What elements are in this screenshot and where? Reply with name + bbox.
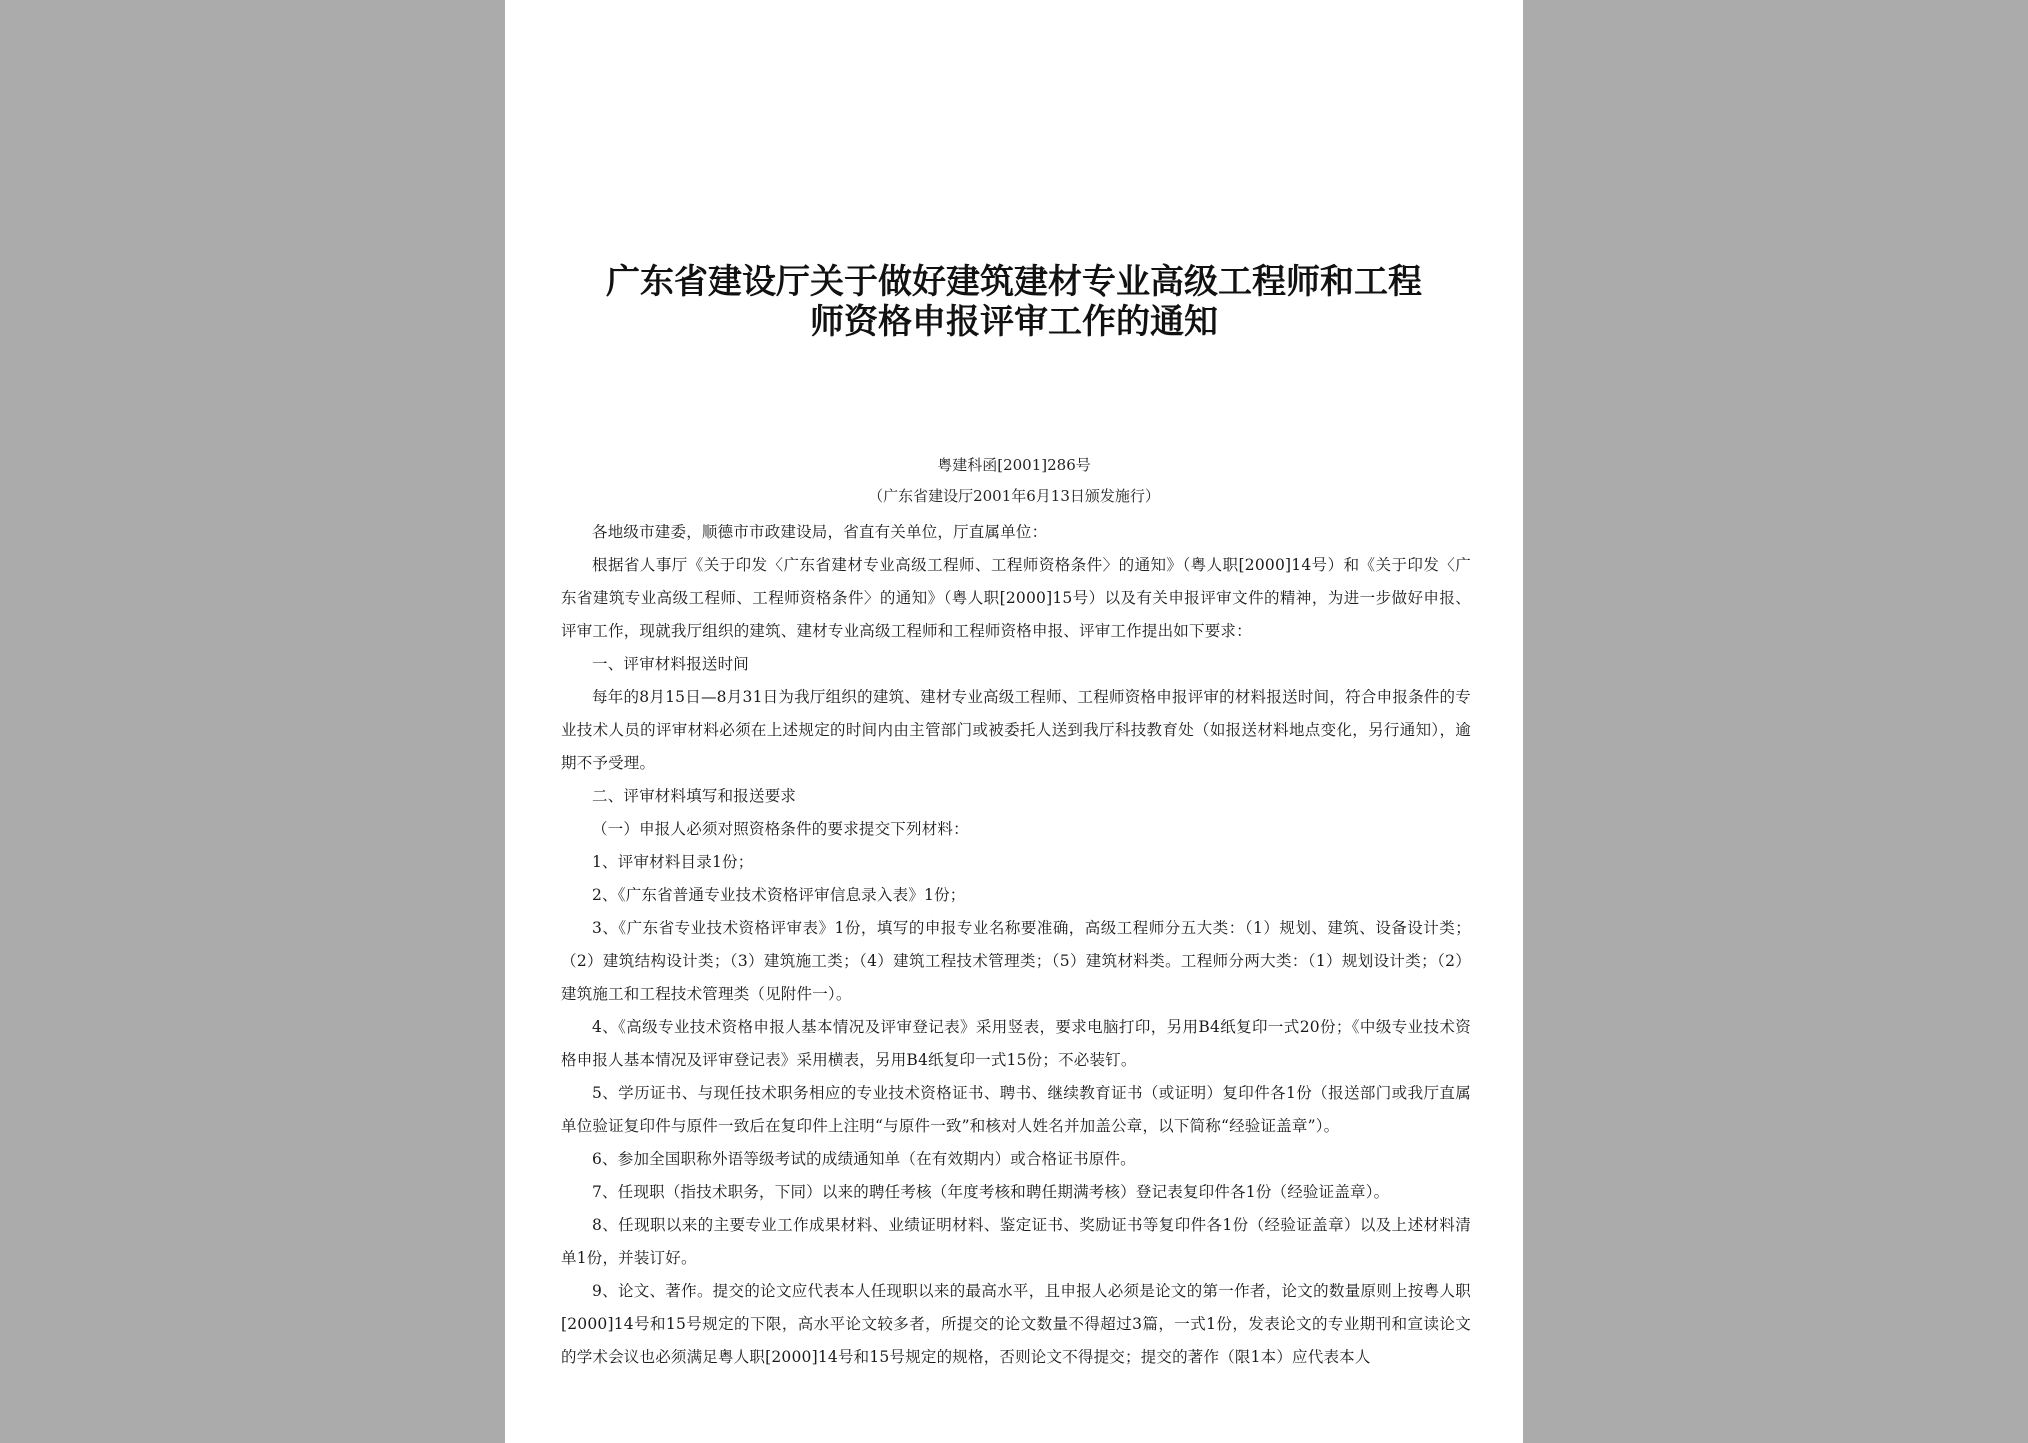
list-item: 4、《高级专业技术资格申报人基本情况及评审登记表》采用竖表，要求电脑打印，另用B4纸复印一式20份；《中级专业技术资格申报人基本情况及评审登记表》采用横表，另用B4纸复印一式15份；不必装钉。	[561, 1018, 1471, 1069]
list-item: 2、《广东省普通专业技术资格评审信息录入表》1份；	[592, 886, 966, 904]
paragraph: 根据省人事厅《关于印发〈广东省建材专业高级工程师、工程师资格条件〉的通知》（粤人职[2000]14号）和《关于印发〈广东省建筑专业高级工程师、工程师资格条件〉的通知》（粤人职[2000]15号）以及有关申报评审文件的精神，为进一步做好申报、评审工作，现就我厅组织的建筑、建材专业高级工程师和工程师资格申报、评审工作提出如下要求：	[561, 556, 1471, 640]
list-item: 5、学历证书、与现任技术职务相应的专业技术资格证书、聘书、继续教育证书（或证明）复印件各1份（报送部门或我厅直属单位验证复印件与原件一致后在复印件上注明“与原件一致”和核对人姓名并加盖公章，以下简称“经验证盖章”）。	[561, 1084, 1471, 1135]
list-item: 3、《广东省专业技术资格评审表》1份，填写的申报专业名称要准确，高级工程师分五大类：（1）规划、建筑、设备设计类；（2）建筑结构设计类；（3）建筑施工类；（4）建筑工程技术管理类；（5）建筑材料类。工程师分两大类：（1）规划设计类；（2）建筑施工和工程技术管理类（见附件一）。	[561, 919, 1471, 1003]
document-number: 粤建科函[2001]286号	[937, 456, 1091, 474]
document-body	[561, 516, 1471, 1374]
list-item: 6、参加全国职称外语等级考试的成绩通知单（在有效期内）或合格证书原件。	[592, 1150, 1136, 1168]
document-page	[505, 0, 1523, 1443]
list-item: 9、论文、著作。提交的论文应代表本人任现职以来的最高水平，且申报人必须是论文的第一作者，论文的数量原则上按粤人职[2000]14号和15号规定的下限，高水平论文较多者，所提交的论文数量不得超过3篇，一式1份，发表论文的专业期刊和宣读论文的学术会议也必须满足粤人职[2000]14号和15号规定的规格，否则论文不得提交；提交的著作（限1本）应代表本人	[561, 1282, 1471, 1366]
section-heading: 二、评审材料填写和报送要求	[592, 787, 797, 805]
issue-note: （广东省建设厅2001年6月13日颁发施行）	[868, 487, 1160, 505]
paragraph: 每年的8月15日—8月31日为我厅组织的建筑、建材专业高级工程师、工程师资格申报评审的材料报送时间，符合申报条件的专业技术人员的评审材料必须在上述规定的时间内由主管部门或被委托人送到我厅科技教育处（如报送材料地点变化，另行通知），逾期不予受理。	[561, 688, 1471, 772]
list-item: 7、任现职（指技术职务，下同）以来的聘任考核（年度考核和聘任期满考核）登记表复印件各1份（经验证盖章）。	[592, 1183, 1390, 1201]
salutation: 各地级市建委，顺德市市政建设局，省直有关单位，厅直属单位：	[592, 523, 1048, 541]
section-heading: 一、评审材料报送时间	[592, 655, 750, 673]
document-title: 广东省建设厅关于做好建筑建材专业高级工程师和工程师资格申报评审工作的通知	[606, 262, 1422, 342]
list-item: 1、评审材料目录1份；	[592, 853, 754, 871]
list-item: 8、任现职以来的主要专业工作成果材料、业绩证明材料、鉴定证书、奖励证书等复印件各1份（经验证盖章）以及上述材料清单1份，并装订好。	[561, 1216, 1471, 1267]
subsection-heading: （一）申报人必须对照资格条件的要求提交下列材料：	[592, 820, 969, 838]
